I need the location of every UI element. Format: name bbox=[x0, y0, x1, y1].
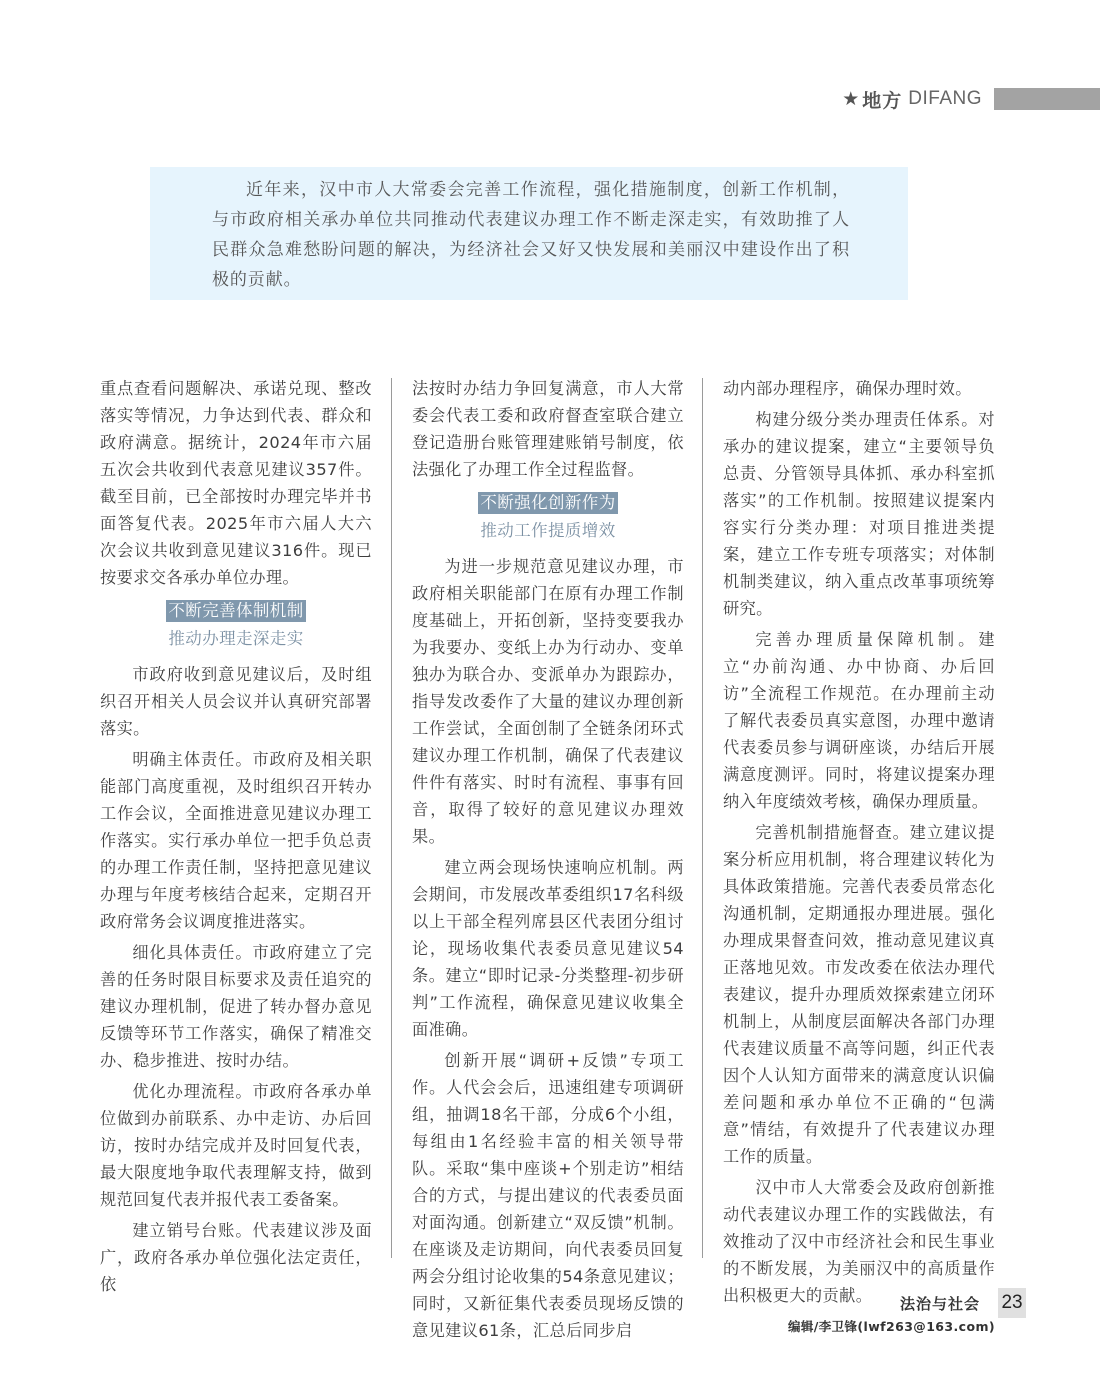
article-column-2 bbox=[412, 375, 684, 1348]
section-title-en: DIFANG bbox=[908, 88, 982, 109]
paragraph: 动内部办理程序，确保办理时效。 bbox=[723, 379, 972, 398]
magazine-name: 法治与社会 bbox=[900, 1294, 981, 1313]
editor-credit: 编辑/李卫锋(lwf263@163.com) bbox=[787, 1319, 995, 1334]
section-title-cn: 地方 bbox=[862, 89, 903, 112]
section-heading-line1: 不断完善体制机制 bbox=[168, 601, 304, 620]
paragraph: 明确主体责任。市政府及相关职能部门高度重视，及时组织召开转办工作会议，全面推进意见建议办理工作落实。实行承办单位一把手负总责的办理工作责任制，坚持把意见建议办理与年度考核结合起来，定期召开政府常务会议调度推进落实。 bbox=[100, 750, 372, 931]
column-divider bbox=[702, 378, 703, 1258]
abstract-box bbox=[150, 167, 908, 300]
section-heading bbox=[100, 597, 372, 653]
page-footer bbox=[900, 1288, 1026, 1318]
section-heading-line1: 不断强化创新作为 bbox=[480, 493, 616, 512]
paragraph: 建立销号台账。代表建议涉及面广，政府各承办单位强化法定责任，依 bbox=[100, 1221, 372, 1294]
paragraph: 建立两会现场快速响应机制。两会期间，市发展改革委组织17名科级以上干部全程列席县区代表团分组讨论，现场收集代表委员意见建议54条。建立“即时记录-分类整理-初步研判”工作流程，确保意见建议收集全面准确。 bbox=[412, 858, 684, 1039]
paragraph: 构建分级分类办理责任体系。对承办的建议提案，建立“主要领导负总责、分管领导具体抓、承办科室抓落实”的工作机制。按照建议提案内容实行分类办理：对项目推进类提案，建立工作专班专项落实；对体制机制类建议，纳入重点改革事项统筹研究。 bbox=[723, 410, 995, 618]
section-heading-line2: 推动工作提质增效 bbox=[480, 521, 616, 540]
header-bar bbox=[994, 88, 1100, 110]
section-header bbox=[842, 86, 1100, 112]
paragraph: 为进一步规范意见建议办理，市政府相关职能部门在原有办理工作制度基础上，开拓创新，坚持变要我办为我要办、变纸上办为行动办、变单独办为联合办、变派单办为跟踪办，指导发改委作了大量的建议办理创新工作尝试，全面创制了全链条闭环式建议办理工作机制，确保了代表建议件件有落实、时时有流程、事事有回音，取得了较好的意见建议办理效果。 bbox=[412, 557, 684, 846]
page-number: 23 bbox=[998, 1288, 1026, 1318]
section-heading-line2: 推动办理走深走实 bbox=[168, 629, 304, 648]
paragraph: 法按时办结力争回复满意，市人大常委会代表工委和政府督查室联合建立登记造册台账管理建账销号制度，依法强化了办理工作全过程监督。 bbox=[412, 379, 684, 479]
paragraph: 完善办理质量保障机制。建立“办前沟通、办中协商、办后回访”全流程工作规范。在办理前主动了解代表委员真实意图，办理中邀请代表委员参与调研座谈，办结后开展满意度测评。同时，将建议提案办理纳入年度绩效考核，确保办理质量。 bbox=[723, 630, 995, 811]
paragraph: 完善机制措施督查。建立建议提案分析应用机制，将合理建议转化为具体政策措施。完善代表委员常态化沟通机制，定期通报办理进展。强化办理成果督查问效，推动意见建议真正落地见效。市发改委在依法办理代表建议，提升办理质效探索建立闭环机制上，从制度层面解决各部门办理代表建议质量不高等问题，纠正代表因个人认知方面带来的满意度认识偏差问题和承办单位不正确的“包满意”情结，有效提升了代表建议办理工作的质量。 bbox=[723, 823, 995, 1166]
section-heading bbox=[412, 489, 684, 545]
paragraph: 市政府收到意见建议后，及时组织召开相关人员会议并认真研究部署落实。 bbox=[100, 665, 372, 738]
article-column-3 bbox=[723, 375, 995, 1340]
paragraph: 细化具体责任。市政府建立了完善的任务时限目标要求及责任追究的建议办理机制，促进了转办督办意见反馈等环节工作落实，确保了精准交办、稳步推进、按时办结。 bbox=[100, 943, 372, 1070]
paragraph: 重点查看问题解决、承诺兑现、整改落实等情况，力争达到代表、群众和政府满意。据统计，2024年市六届五次会共收到代表意见建议357件。截至目前，已全部按时办理完毕并书面答复代表。2025年市六届人大六次会议共收到意见建议316件。现已按要求交各承办单位办理。 bbox=[100, 379, 372, 587]
star-icon: ★ bbox=[842, 88, 860, 110]
paragraph: 创新开展“调研+反馈”专项工作。人代会会后，迅速组建专项调研组，抽调18名干部，分成6个小组，每组由1名经验丰富的相关领导带队。采取“集中座谈+个别走访”相结合的方式，与提出建议的代表委员面对面沟通。创新建立“双反馈”机制。在座谈及走访期间，向代表委员回复两会分组讨论收集的54条意见建议；同时，又新征集代表委员现场反馈的意见建议61条，汇总后同步启 bbox=[412, 1051, 684, 1340]
paragraph: 汉中市人大常委会及政府创新推动代表建议办理工作的实践做法，有效推动了汉中市经济社会和民生事业的不断发展，为美丽汉中的高质量作出积极更大的贡献。 bbox=[723, 1178, 995, 1305]
abstract-text: 近年来，汉中市人大常委会完善工作流程，强化措施制度，创新工作机制，与市政府相关承办单位共同推动代表建议办理工作不断走深走实，有效助推了人民群众急难愁盼问题的解决，为经济社会又好又快发展和美丽汉中建设作出了积极的贡献。 bbox=[212, 180, 850, 290]
paragraph: 优化办理流程。市政府各承办单位做到办前联系、办中走访、办后回访，按时办结完成并及时回复代表，最大限度地争取代表理解支持，做到规范回复代表并报代表工委备案。 bbox=[100, 1082, 372, 1209]
column-divider bbox=[391, 378, 392, 1258]
article-column-1 bbox=[100, 375, 372, 1302]
